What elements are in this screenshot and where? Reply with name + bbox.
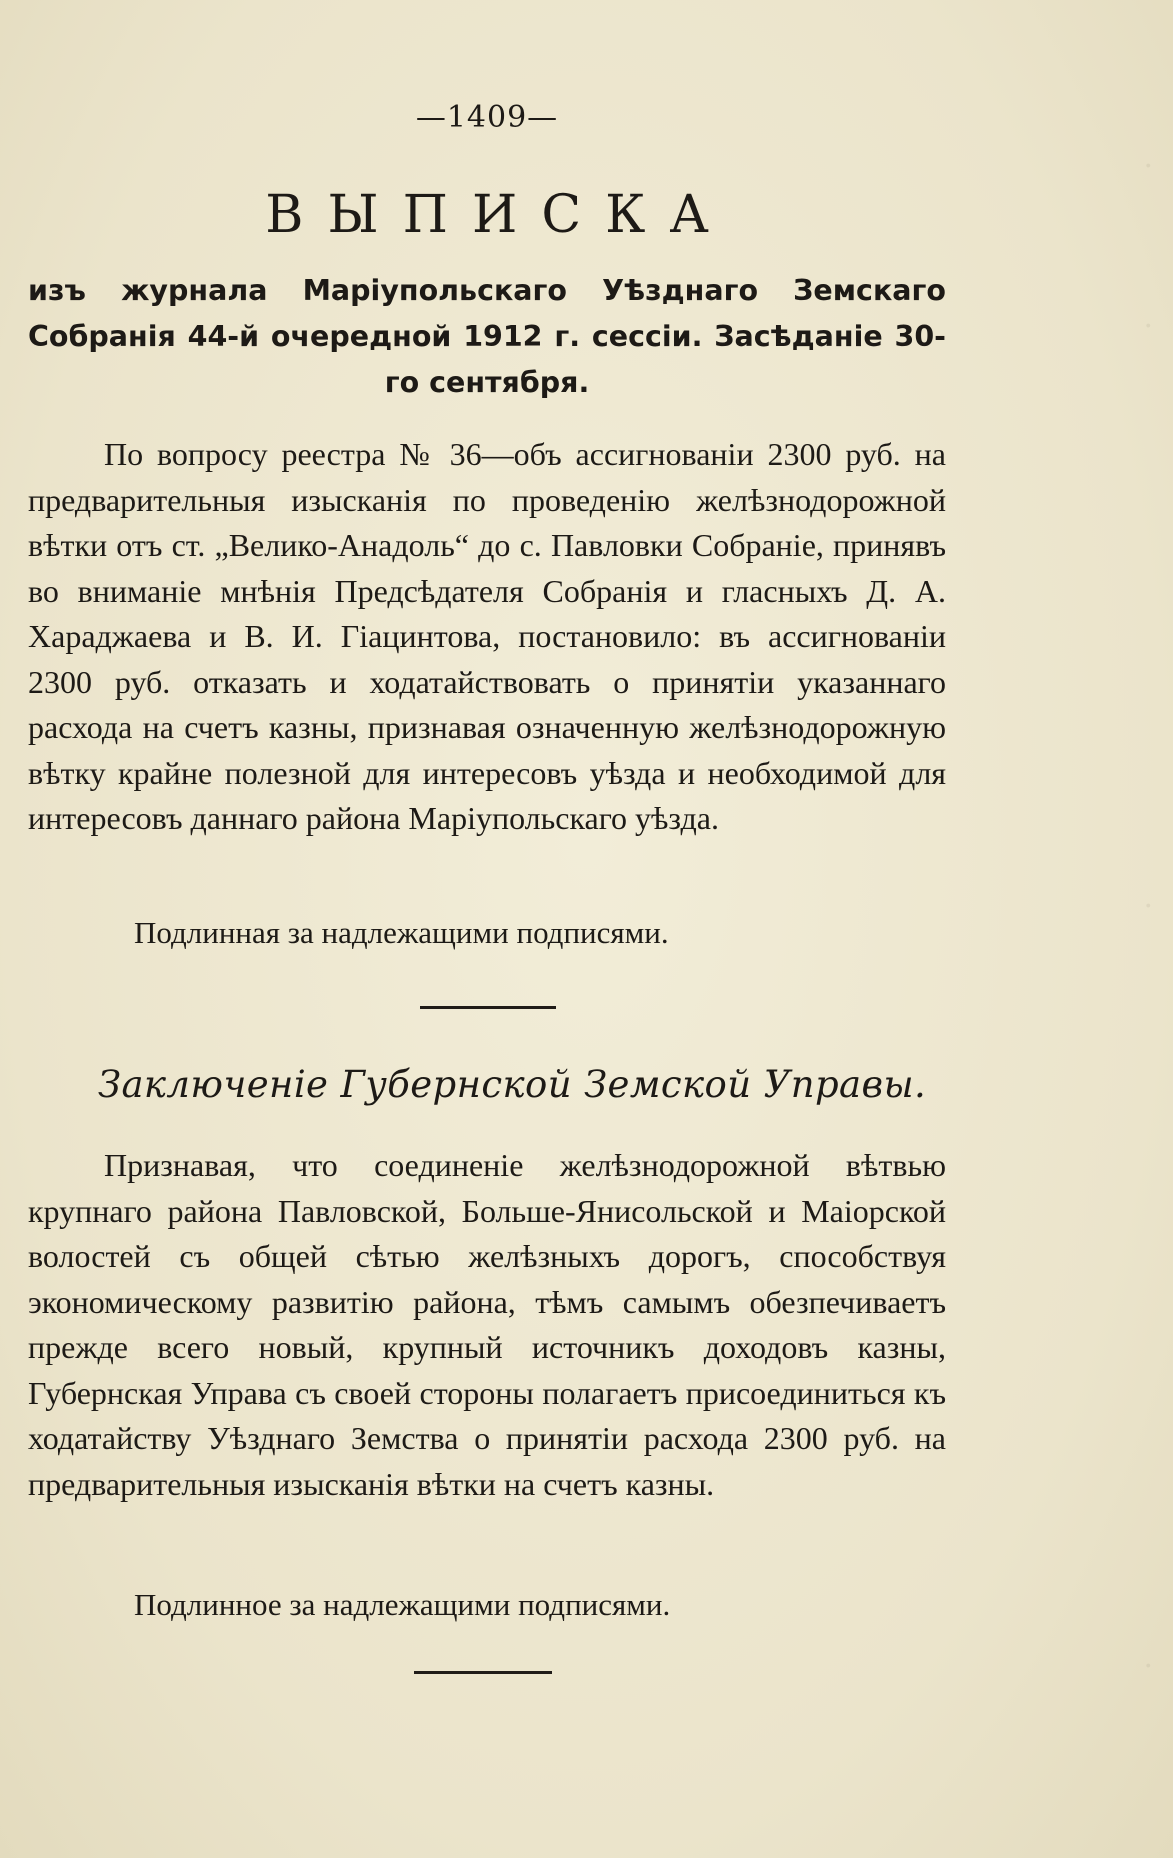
signature-note-1: Подлинная за надлежащими подписями. [134,915,669,950]
document-title: ВЫПИСКА [265,185,733,245]
bleed-through-texture: . . . . [1143,140,1153,1675]
section-divider-1 [420,1006,556,1009]
section-heading: Заключеніе Губернской Земской Управы. [98,1063,927,1106]
resolution-paragraph [28,432,946,842]
conclusion-paragraph [28,1143,946,1507]
document-subtitle: изъ журнала Маріупольскаго Уѣзднаго Земскаго Собранія 44-й очередной 1912 г. сессіи. Засѣданіе 30-го сентября. [28,274,946,399]
page-number: —1409— [415,100,559,135]
conclusion-paragraph-text: Признавая, что соединеніе желѣзнодорожной вѣтвью крупнаго района Павловской, Больше-Янисольской и Маіорской волостей съ общей сѣтью желѣзныхъ дорогъ, способствуя экономическому развитію района, тѣмъ самымъ обезпечиваетъ прежде всего новый, крупный источникъ доходовъ казны, Губернская Управа съ своей стороны полагаетъ присоединиться къ ходатайству Уѣзднаго Земства о принятіи расхода 2300 руб. на предварительныя изысканія вѣтки на счетъ казны. [28,1147,946,1502]
signature-note-2: Подлинное за надлежащими подписями. [134,1587,671,1622]
section-divider-2 [414,1671,552,1674]
resolution-paragraph-text: По вопросу реестра № 36—объ ассигнованіи 2300 руб. на предварительныя изысканія по проведенію желѣзнодорожной вѣтки отъ ст. „Велико-Анадоль“ до с. Павловки Собраніе, принявъ во вниманіе мнѣнія Предсѣдателя Собранія и гласныхъ Д. А. Хараджаева и В. И. Гіацинтова, постановило: въ ассигнованіи 2300 руб. отказать и ходатайствовать о принятіи указаннаго расхода на счетъ казны, признавая означенную желѣзнодорожную вѣтку крайне полезной для интересовъ уѣзда и необходимой для интересовъ даннаго района Маріупольскаго уѣзда. [28,436,946,836]
